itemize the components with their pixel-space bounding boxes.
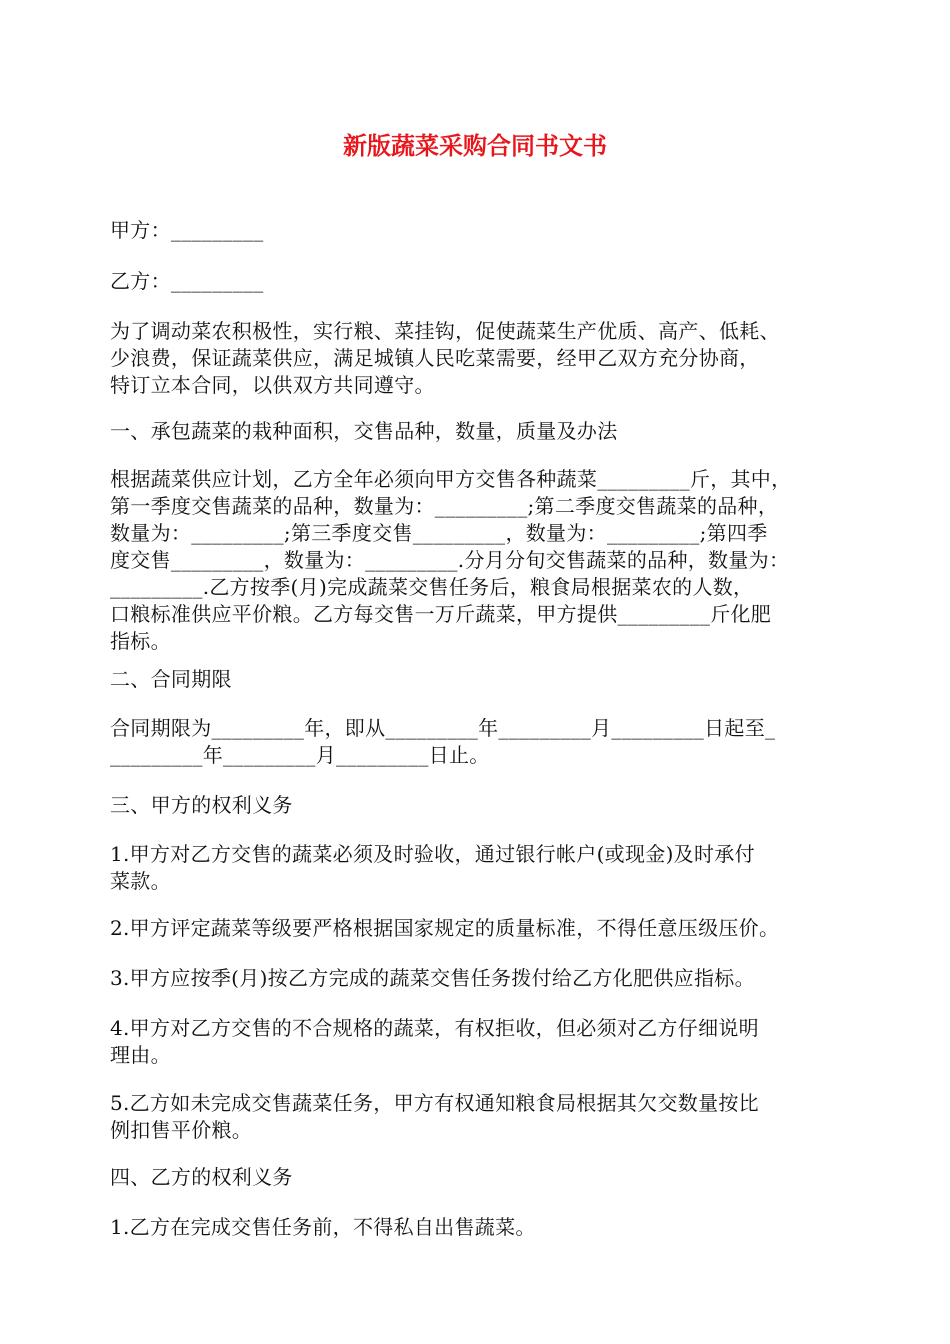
section-3-item: 4.甲方对乙方交售的不合规格的蔬菜，有权拒收，但必须对乙方仔细说明 理由。 (110, 1016, 759, 1067)
section-1-heading: 一、承包蔬菜的栽种面积，交售品种，数量，质量及办法 (110, 419, 618, 443)
party-a-line: 甲方：_________ (110, 218, 264, 242)
preamble-paragraph: 为了调动菜农积极性，实行粮、菜挂钩，促使蔬菜生产优质、高产、低耗、 少浪费，保证蔬菜供应，满足城镇人民吃菜需要，经甲乙双方充分协商， 特订立本合同，以供双方共同遵守。 (110, 319, 780, 397)
section-2-heading: 二、合同期限 (110, 667, 232, 691)
section-2-body: 合同期限为_________年，即从_________年_________月_________日起至_ _________年_________月_________日止。 (110, 716, 776, 767)
section-4-heading: 四、乙方的权利义务 (110, 1165, 293, 1189)
section-3-item: 2.甲方评定蔬菜等级要严格根据国家规定的质量标准，不得任意压级压价。 (110, 916, 780, 940)
section-3-item: 3.甲方应按季(月)按乙方完成的蔬菜交售任务拨付给乙方化肥供应指标。 (110, 966, 755, 990)
document-title: 新版蔬菜采购合同书文书 (343, 132, 607, 160)
section-4-item: 1.乙方在完成交售任务前，不得私自出售蔬菜。 (110, 1215, 536, 1239)
section-1-body: 根据蔬菜供应计划，乙方全年必须向甲方交售各种蔬菜_________斤，其中， 第一季度交售蔬菜的品种，数量为：_________;第二季度交售蔬菜的品种， 数量为：_________;第三季度交售_________，数量为：_________;第四季 度交售_________，数量为：_________.分月分旬交售蔬菜的品种，数量为： _________.乙方按季(月)完成蔬菜交售任务后，粮食局根据菜农的人数， 口粮标准供应平价粮。乙方每交售一万斤蔬菜，甲方提供_________斤化肥 指标。 (110, 467, 792, 653)
section-3-item: 1.甲方对乙方交售的蔬菜必须及时验收，通过银行帐户(或现金)及时承付 菜款。 (110, 842, 755, 893)
section-3-heading: 三、甲方的权利义务 (110, 793, 293, 817)
party-b-line: 乙方：_________ (110, 269, 264, 293)
section-3-item: 5.乙方如未完成交售蔬菜任务，甲方有权通知粮食局根据其欠交数量按比 例扣售平价粮。 (110, 1091, 759, 1142)
